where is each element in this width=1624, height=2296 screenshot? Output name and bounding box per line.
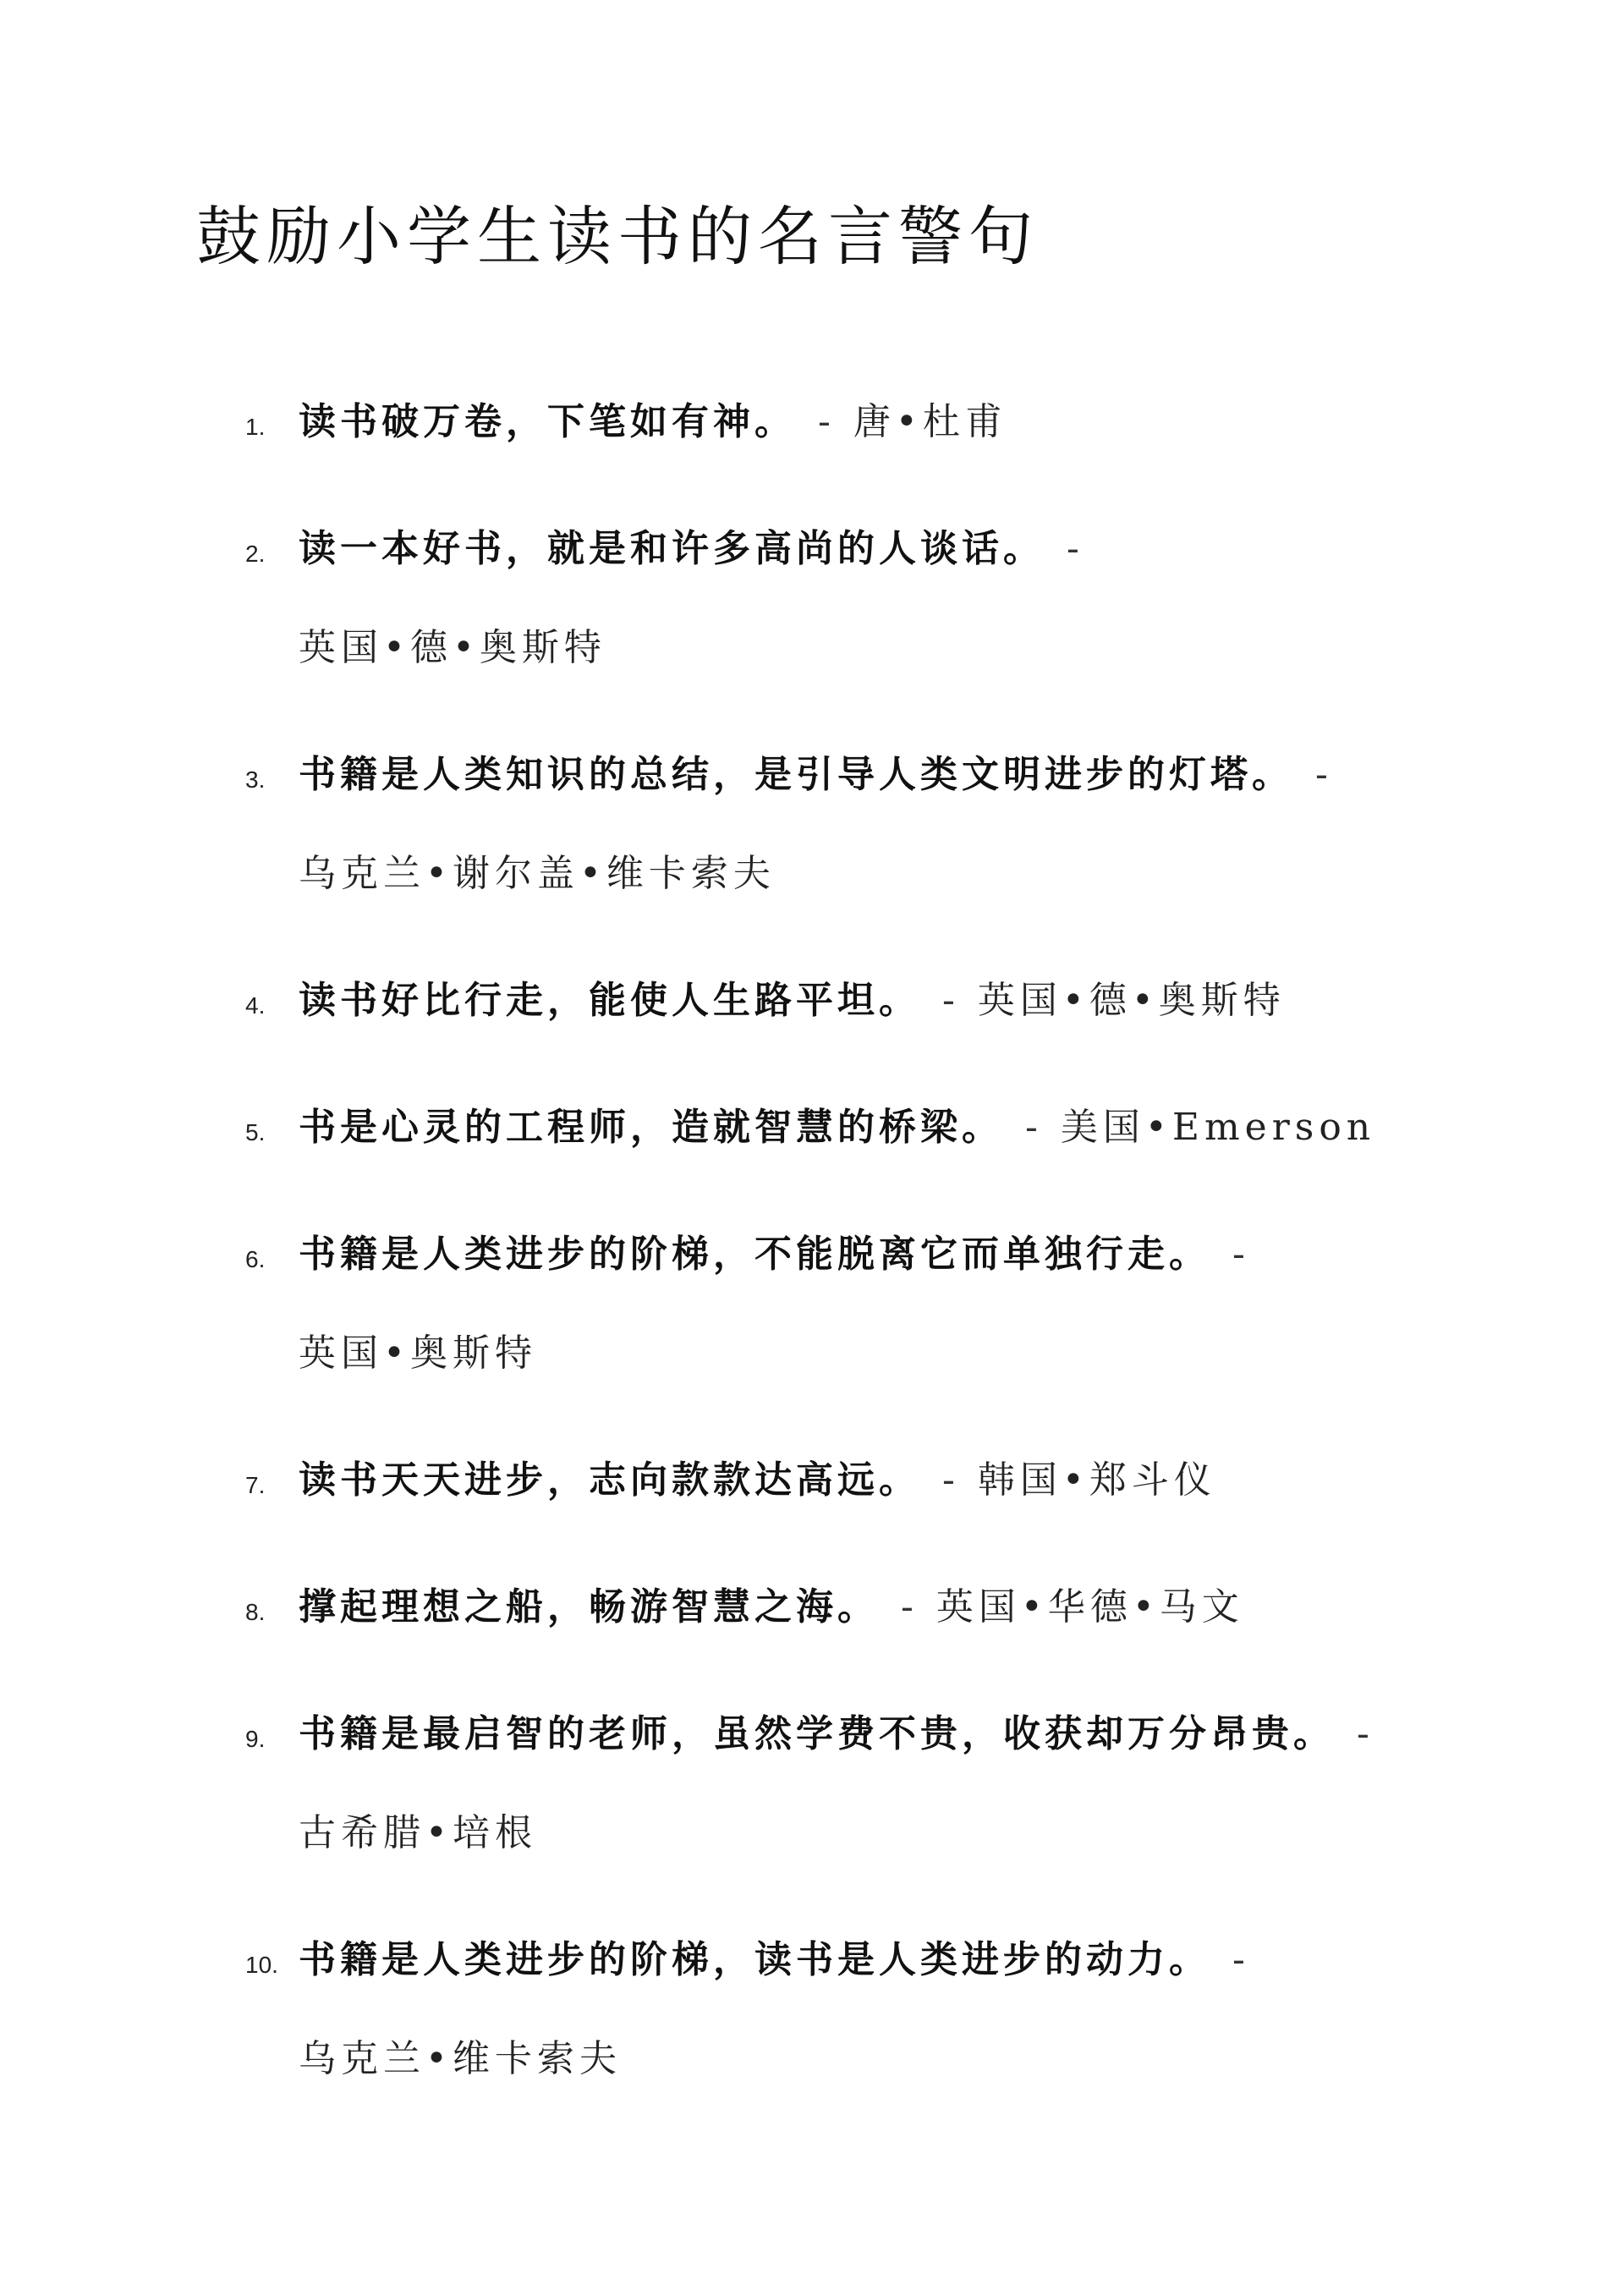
list-item bbox=[245, 1205, 1525, 1403]
quote-text: 书籍是人类进步的阶梯，读书是人类进步的动力。 bbox=[299, 1938, 1210, 1981]
quote-text: 书籍是最启智的老师，虽然学费不贵，收获却万分昂贵。 bbox=[299, 1712, 1335, 1755]
quote-author: 英国•德•奥斯特 bbox=[977, 979, 1286, 1022]
item-number: 9. bbox=[245, 1726, 266, 1752]
item-number: 3. bbox=[245, 766, 266, 793]
quote-separator: - bbox=[1232, 1233, 1249, 1276]
quote-author: 乌克兰•维卡索夫 bbox=[299, 2037, 622, 2080]
item-number: 6. bbox=[245, 1246, 266, 1272]
list-item bbox=[245, 1557, 1525, 1656]
item-number: 10. bbox=[245, 1952, 278, 1978]
quote-separator: - bbox=[901, 1585, 918, 1629]
item-number: 4. bbox=[245, 992, 266, 1019]
item-number: 5. bbox=[245, 1119, 266, 1145]
quote-text: 书籍是人类知识的总结，是引导人类文明进步的灯塔。 bbox=[299, 753, 1293, 796]
quote-separator: - bbox=[818, 400, 835, 443]
item-number: 8. bbox=[245, 1599, 266, 1625]
quote-author: 乌克兰•谢尔盖•维卡索夫 bbox=[299, 852, 776, 895]
quote-text: 读书破万卷，下笔如有神。 bbox=[299, 400, 796, 443]
item-number: 1. bbox=[245, 414, 266, 440]
quote-text: 读书天天进步，志向款款达高远。 bbox=[299, 1458, 920, 1502]
quote-author: 英国•华德•马文 bbox=[935, 1585, 1244, 1629]
page-title: 鼓励小学生读书的名言警句 bbox=[196, 199, 1039, 274]
quote-text: 书是心灵的工程师，造就智慧的桥梁。 bbox=[299, 1106, 1003, 1149]
quote-separator: - bbox=[1025, 1106, 1042, 1149]
quote-author: 韩国•郑斗仪 bbox=[977, 1458, 1216, 1502]
quote-text: 书籍是人类进步的阶梯，不能脱离它而单独行走。 bbox=[299, 1233, 1210, 1276]
quote-author: 英国•奥斯特 bbox=[299, 1332, 537, 1375]
quote-text: 撑起理想之船，畅游智慧之海。 bbox=[299, 1585, 879, 1629]
list-item bbox=[245, 725, 1525, 923]
list-item bbox=[245, 1078, 1525, 1177]
quote-text: 读书好比行走，能使人生路平坦。 bbox=[299, 979, 920, 1022]
list-item bbox=[245, 372, 1525, 471]
quote-list bbox=[245, 372, 1525, 2136]
list-item bbox=[245, 499, 1525, 697]
quote-author: 古希腊•培根 bbox=[299, 1811, 537, 1854]
list-item bbox=[245, 1684, 1525, 1882]
item-number: 7. bbox=[245, 1472, 266, 1498]
quote-separator: - bbox=[1067, 527, 1084, 570]
item-number: 2. bbox=[245, 541, 266, 567]
quote-separator: - bbox=[1357, 1712, 1374, 1755]
quote-separator: - bbox=[1232, 1938, 1249, 1981]
list-item bbox=[245, 1910, 1525, 2108]
quote-separator: - bbox=[942, 979, 959, 1022]
quote-separator: - bbox=[1315, 753, 1332, 796]
quote-separator: - bbox=[942, 1458, 959, 1502]
quote-author: 英国•德•奥斯特 bbox=[299, 626, 606, 669]
quote-author: 唐•杜甫 bbox=[853, 400, 1007, 443]
quote-author: 美国•Emerson bbox=[1060, 1106, 1376, 1149]
quote-text: 读一本好书，就是和许多高尚的人谈话。 bbox=[299, 527, 1045, 570]
list-item bbox=[245, 1431, 1525, 1530]
list-item bbox=[245, 951, 1525, 1050]
